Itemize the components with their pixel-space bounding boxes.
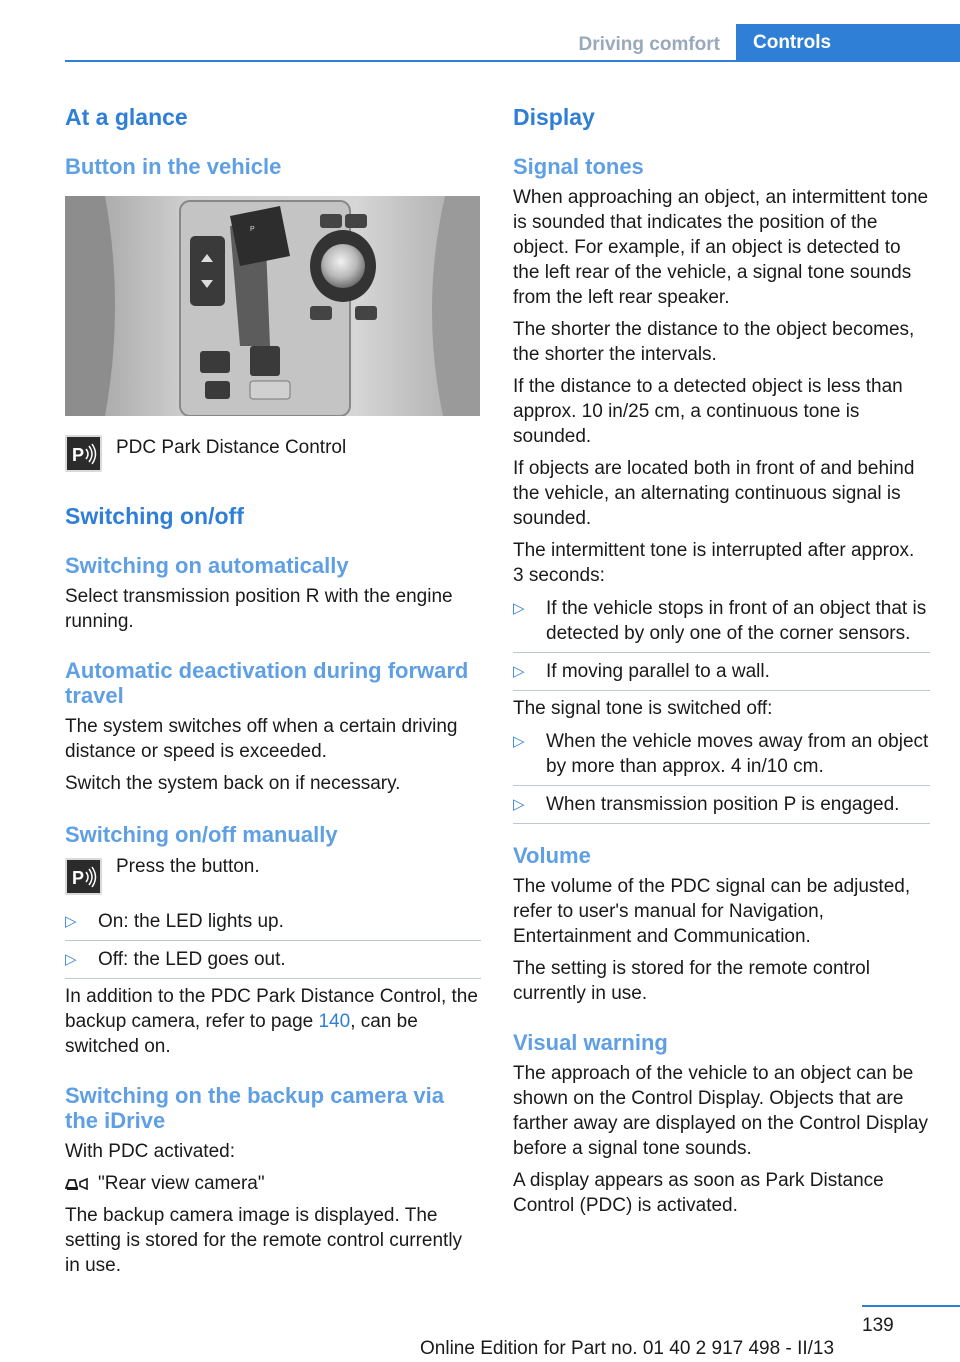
pdc-caption: PDC Park Distance Control: [116, 437, 347, 458]
list-divider: [513, 690, 930, 691]
list-item: [513, 729, 930, 785]
signal-paragraph: If the distance to a detected object is less than approx. 10 in/25 cm, a continuous tone is sounded.: [513, 376, 903, 447]
pdc-parking-icon: [65, 858, 102, 895]
svg-text:P: P: [71, 444, 84, 465]
press-button-row: [65, 854, 481, 901]
switched-off-list: [513, 729, 930, 824]
list-item-text: Off: the LED goes out.: [98, 949, 286, 970]
header-chapter-tab: Controls: [736, 24, 960, 62]
volume-paragraph: The setting is stored for the remote control currently in use.: [513, 958, 870, 1004]
signal-paragraph: If objects are located both in front of and behind the vehicle, an alternating continuous signal is sounded.: [513, 458, 915, 529]
heading-signal-tones: Signal tones: [513, 154, 644, 179]
footer-edition: Online Edition for Part no. 01 40 2 917 498 - II/13: [420, 1338, 835, 1359]
auto-on-text: Select transmission position R with the engine running.: [65, 586, 453, 632]
list-item: [65, 909, 481, 940]
visual-paragraph: The approach of the vehicle to an object can be shown on the Control Display. Objects that are farther away are displayed on the Control Display before a signal tone sounds.: [513, 1063, 929, 1159]
list-item-text: When transmission position P is engaged.: [546, 794, 900, 815]
rear-view-camera-label: "Rear view camera": [98, 1173, 265, 1194]
triangle-bullet-icon: ▷: [513, 796, 525, 813]
heading-switching-manually: Switching on/off manually: [65, 822, 338, 847]
list-item-text: On: the LED lights up.: [98, 911, 284, 932]
heading-backup-camera-idrive: Switching on the backup camera via the iDrive: [65, 1083, 444, 1133]
visual-paragraph: A display appears as soon as Park Distance Control (PDC) is activated.: [513, 1170, 884, 1216]
switched-off-text: The signal tone is switched off:: [513, 698, 773, 719]
list-item: [513, 596, 930, 652]
signal-paragraph: The intermittent tone is interrupted after approx. 3 seconds:: [513, 540, 915, 586]
triangle-bullet-icon: ▷: [513, 600, 525, 617]
press-button-text: Press the button.: [116, 856, 260, 877]
heading-switching-on-automatically: Switching on automatically: [65, 553, 349, 578]
with-pdc-text: With PDC activated:: [65, 1141, 235, 1162]
volume-paragraph: The volume of the PDC signal can be adjusted, refer to user's manual for Navigation, Entertainment and Communication.: [513, 876, 911, 947]
interrupt-list: [513, 596, 930, 691]
camera-car-icon: [65, 1174, 91, 1194]
svg-text:P: P: [250, 226, 255, 233]
page-number: 139: [862, 1315, 894, 1336]
pdc-parking-icon: [65, 435, 102, 472]
heading-volume: Volume: [513, 843, 591, 868]
triangle-bullet-icon: ▷: [65, 913, 77, 930]
triangle-bullet-icon: ▷: [513, 733, 525, 750]
switch-back-text: Switch the system back on if necessary.: [65, 773, 401, 794]
backup-text-part: In addition to the PDC Park Distance Control, the backup camera, refer to page: [65, 986, 478, 1032]
heading-at-a-glance: At a glance: [65, 104, 188, 130]
page-reference-link[interactable]: 140: [318, 1011, 351, 1032]
heading-display: Display: [513, 104, 595, 130]
backup-text-part: , can be switched on.: [65, 1011, 418, 1057]
triangle-bullet-icon: ▷: [65, 951, 77, 968]
heading-button-in-vehicle: Button in the vehicle: [65, 154, 282, 179]
signal-paragraph: When approaching an object, an intermittent tone is sounded that indicates the position of the object. For example, if an object is detected to the left rear of the vehicle, a signal tone sounds from the left rear speaker.: [513, 187, 929, 308]
rear-view-row: [65, 1171, 481, 1196]
list-item-text: If the vehicle stops in front of an object that is detected by only one of the corner sensors.: [546, 598, 927, 644]
center-console-photo: [65, 196, 480, 416]
triangle-bullet-icon: ▷: [513, 663, 525, 680]
right-column: [513, 100, 930, 1218]
signal-paragraph: The shorter the distance to the object becomes, the shorter the intervals.: [513, 319, 915, 365]
list-item-text: When the vehicle moves away from an object by more than approx. 4 in/10 cm.: [546, 731, 929, 777]
left-column: [65, 100, 481, 1278]
header-section-title: Driving comfort: [578, 34, 720, 55]
heading-automatic-deactivation: Automatic deactivation during forward travel: [65, 658, 469, 708]
list-item: [513, 653, 930, 690]
list-divider: [65, 978, 481, 979]
camera-displayed-text: The backup camera image is displayed. The setting is stored for the remote control currently in use.: [65, 1205, 463, 1276]
heading-switching-on-off: Switching on/off: [65, 503, 244, 529]
list-item: [513, 786, 930, 823]
on-off-list: [65, 909, 481, 979]
list-item: [65, 941, 481, 978]
pdc-caption-row: [65, 435, 481, 479]
backup-camera-text: [65, 984, 481, 1059]
footer-rule: [862, 1305, 960, 1307]
list-divider: [513, 823, 930, 824]
header-rule: [65, 60, 960, 62]
auto-off-text: The system switches off when a certain driving distance or speed is exceeded.: [65, 716, 458, 762]
list-item-text: If moving parallel to a wall.: [546, 661, 770, 682]
heading-visual-warning: Visual warning: [513, 1030, 668, 1055]
svg-text:P: P: [71, 867, 84, 888]
